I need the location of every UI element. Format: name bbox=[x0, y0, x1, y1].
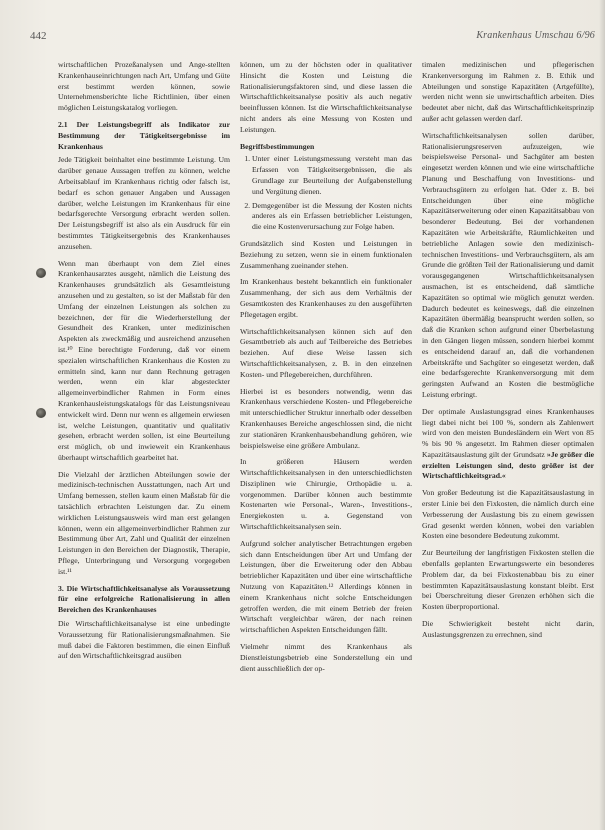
paragraph: Wirtschaftlichkeitsanalysen sollen darüber, Rationalisierungsreserven aufzuzeigen, wie beispielsweise Personal- und Sachgüter am besten eingesetzt werden können und wie eine wirtschaftliche Planung und Beschaffung von Investitions- und Verbrauchsgütern zu erfolgen hat. Oder z. B. bei Entscheidungen über eine mögliche Kapazitätserweiterung oder einen Kapazitätsabbau von besonderer Bedeutung. Bei der vorhandenen Kapazitäten wie Arbeitskräfte, Räumlichkeiten und betriebliche Anlagen sowie den medizinisch-technischen Investitions- und Verbrauchsgütern, als am Grunde die größten Teil der Rationalisierung und damit vorausgegangenen Wirtschaftlichkeitsanalysen ausmachen, ist es entscheidend, daß sämtliche Kapazitäten so optimal wie möglich genutzt werden. Dadurch bedeutet es keineswegs, daß die einzelnen Kapazitäten übermäßig beansprucht werden sollen, so daß die Kranken schon aufgrund einer Überbelastung in den Gängen liegen müssen, sondern hierbei kommt es entscheidend darauf an, daß die vorhandenen Arbeitskräfte und Sachgüter so eingesetzt werden, daß eine bedarfsgerechte Krankenversorgung mit dem geringsten Aufwand an Kosten die bestmögliche Leistung erbringt. bbox=[422, 130, 594, 399]
column-3 bbox=[422, 60, 594, 830]
section-heading: 2.1 Der Leistungsbegriff als Indikator zur Bestimmung der Tätigkeitsergebnisse im Krankenhaus bbox=[58, 119, 230, 151]
running-head: Krankenhaus Umschau 6/96 bbox=[476, 30, 595, 41]
section-heading: 3. Die Wirtschaftlichkeitsanalyse als Voraussetzung für eine erfolgreiche Rationalisierung in allen Bereichen des Krankenhauses bbox=[58, 583, 230, 615]
paragraph: Wirtschaftlichkeitsanalysen können sich auf den Gesamtbetrieb als auch auf Teilbereiche des Betriebes beziehen. Auf diese Weise lassen sich Wirtschaftlichkeitsanalysen, z. B. in den einzelnen Kosten- und Pflegebereichen, durchführen. bbox=[240, 326, 412, 379]
column-2 bbox=[240, 60, 412, 830]
paragraph: Von großer Bedeutung ist die Kapazitätsauslastung in erster Linie bei den Fixkosten, die nämlich durch eine Verbesserung der Auslastung bis zu einem gewissen Grad gesenkt werden können, wobei den variablen Kosten eine besondere Bedeutung zukommt. bbox=[422, 488, 594, 541]
definition-list bbox=[240, 154, 412, 233]
page-number: 442 bbox=[30, 30, 47, 42]
paragraph: Grundsätzlich sind Kosten und Leistungen in Beziehung zu setzen, wenn sie in einem funktionalen Zusammenhang zueinander stehen. bbox=[240, 238, 412, 270]
paragraph: Die Wirtschaftlichkeitsanalyse ist eine unbedingte Voraussetzung für Rationalisierungsmaßnahmen. Sie muß dabei die Faktoren bestimmen, die einen Einfluß auf den Wirtschaftlichkeitsgrad ausüben bbox=[58, 619, 230, 661]
subheading: Begriffsbestimmungen bbox=[240, 141, 315, 151]
page-edge-shadow bbox=[599, 0, 605, 830]
punch-hole-top bbox=[36, 268, 46, 278]
text-columns bbox=[58, 60, 603, 830]
paragraph: Die Vielzahl der ärztlichen Abteilungen sowie der medizinisch-technischen Ausstattungen, nach Art und Umfang bemessen, stellen kaum einen Maßstab für die tatsächlich erbrachten Leistungen dar. Zu einem wirklichen Leistungsausweis wird man erst gelangen können, wenn ein allgemeinverbindlicher Rahmen zur Bestimmung über Art, Zahl und Qualität der einzelnen Leistungen in den Bereichen der Diagnostik, Therapie, Pflege, Unterbringung und Versorgung vorgegeben ist.¹¹ bbox=[58, 469, 230, 576]
punch-hole-bottom bbox=[36, 408, 46, 418]
paragraph: Hierbei ist es besonders notwendig, wenn das Krankenhaus verschiedene Kosten- und Pflegebereiche mit unterschiedlicher Struktur innerhalb oder desselben Krankenhauses Bereiche angeschlossen sind, die nicht zur stationären Krankenhausbehandlung gehören, wie beispielsweise eine größere Ambulanz. bbox=[240, 386, 412, 450]
page-header bbox=[30, 30, 595, 48]
paragraph: wirtschaftlichen Prozeßanalysen und Ange-stellten Krankenhauseinrichtungen nach Art, Umfang und Güte erst bestimmt werden können, sowie Unternehmensberichte liche Richtlinien, über einen möglichen Leistungskatalog vorliegen. bbox=[58, 60, 230, 113]
paragraph: Zur Beurteilung der langfristigen Fixkosten stellen die ebenfalls geplanten Erwartungswerte ein besonderes Problem dar, da bei Fixkostenabbau bis zu einer bestimmten Kapazitätsauslastung konstant bleibt. Erst bei Überschreitung dieser Grenzen erhöhen sich die Kosten überproportional. bbox=[422, 548, 594, 612]
paragraph bbox=[422, 407, 594, 483]
paragraph: Aufgrund solcher analytischer Betrachtungen ergeben sich dann Entscheidungen über Art und Umfang der Leistungen, über die Erweiterung oder den Abbau betrieblicher Kapazitäten und über eine wirtschaftliche Nutzung von Kapazitäten.¹² Allerdings können in einem Krankenhaus nicht solche Entscheidungen getroffen werden, die mit einem Betrieb der freien Wirtschaft vergleichbar wären, der nach reinen wirtschaftlichen Aspekten Entscheidungen fällt. bbox=[240, 538, 412, 635]
list-item: 1. Unter einer Leistungsmessung versteht man das Erfassen von Tätigkeitsergebnissen, die als Grundlage zur Beurteilung der Aufgabenstellung und Vergütung dienen. bbox=[252, 154, 412, 197]
emphasized-quote: »Je größer die erzielten Leistungen sind, desto größer ist der Wirtschaftlichkeitsgrad.« bbox=[422, 449, 594, 481]
paragraph: Vielmehr nimmt des Krankenhaus als Dienstleistungsbetrieb eine Sonderstellung ein und dient ausschließlich der op- bbox=[240, 642, 412, 673]
paragraph: In größeren Häusern werden Wirtschaftlichkeitsanalysen in den unterschiedlichsten Disziplinen wie Chirurgie, Orthopädie u. a. vorgenommen. Darüber können auch bestimmte Kostenarten wie Personal-, Waren-, Investitions-, Energiekosten u. a. Gegenstand von Wirtschaftlichkeitsanalysen sein. bbox=[240, 457, 412, 532]
paragraph: Jede Tätigkeit beinhaltet eine bestimmte Leistung. Um darüber genaue Aussagen treffen zu können, welche Arbeitsablauf im Krankenhaus richtig oder falsch ist, bedarf es schon genauer Angaben und Aussagen darüber, welche Leistungen im Krankenhaus für eine bedarfsgerechte Versorgung erbracht werden sollen. Der Leistungsbegriff ist also als ein Ausdruck für ein bestimmtes Tätigkeitsergebnis des Krankenhauses anzusehen. bbox=[58, 155, 230, 251]
paragraph: Im Krankenhaus besteht bekanntlich ein funktionaler Zusammenhang, der sich aus dem Verhältnis der Gesamtkosten des Krankenhauses zu den ausgeführten Pflegetagen ergibt. bbox=[240, 277, 412, 319]
paragraph: Wenn man überhaupt von dem Ziel eines Krankenhausarztes ausgeht, nämlich die Leistung des Krankenhauses grundsätzlich als Gesamtleistung anzusehen und zu gestalten, so ist der Maßstab für den Umfang der einzelnen Leistungen als solchen zu bezeichnen, der für die Wiederherstellung der Gesundheit des Kranken, unter medizinischen Aspekten als zweckmäßig und ausreichend anzusehen ist.¹⁰ Eine berechtigte Forderung, daß vor einem spezialen wirtschaftlichen Krankenhaus die Kosten zu ermitteln sind, kann nur dann Rechnung getragen werden, wenn ein klar abgesteckter allgemeinverbindlicher Rahmen in Form eines Krankenhausleistungskatalogs für das Leistungsniveau entwickelt wird. Denn nur wenn es allgemein erwiesen ist, welche Leistungen, quantitativ und qualitativ gesehen, erbracht werden sollen, ist eine Beurteilung erst möglich, ob und inwieweit ein Krankenhaus überhaupt wirtschaftlich gearbeitet hat. bbox=[58, 258, 230, 462]
paragraph-text: Der optimale Auslastungsgrad eines Krankenhauses liegt dabei nicht bei 100 %, sondern als Zahlenwert wird von den meisten Bundesländern ein Wert von 85 % bis 90 % angesetzt. Im Rahmen dieser optimalen Kapazitätsauslastung gilt der Grundsatz bbox=[422, 406, 594, 459]
paragraph: können, um zu der höchsten oder in qualitativer Hinsicht die Kosten und Leistung die Rationalisierungsfaktoren sind, und diese lassen die Wirtschaftlichkeitsanalyse positiv als auch negativ beeinflussen können. Ist die Wirtschaftlichkeitsanalyse nicht anders als eine Messung von Kosten und Leistungen. bbox=[240, 60, 412, 134]
paragraph: Die Schwierigkeit besteht nicht darin, Auslastungsgrenzen zu errechnen, sind bbox=[422, 619, 594, 639]
column-1 bbox=[58, 60, 230, 830]
paragraph: timalen medizinischen und pflegerischen Krankenversorgung im Rahmen z. B. Ethik und Abteilungen und sonstige Kapazitäten (Artgefüllte), werden nicht wenn sie unwirtschaftlich arbeiten. Dies bedeutet aber nicht, daß das Wirtschaftlichkeitsprinzip außer acht gelassen werden darf. bbox=[422, 60, 594, 123]
list-item: 2. Demgegenüber ist die Messung der Kosten nichts anderes als ein Erfassen betrieblicher Leistungen, die eine Kostenverursachung zur Folge haben. bbox=[252, 201, 412, 233]
